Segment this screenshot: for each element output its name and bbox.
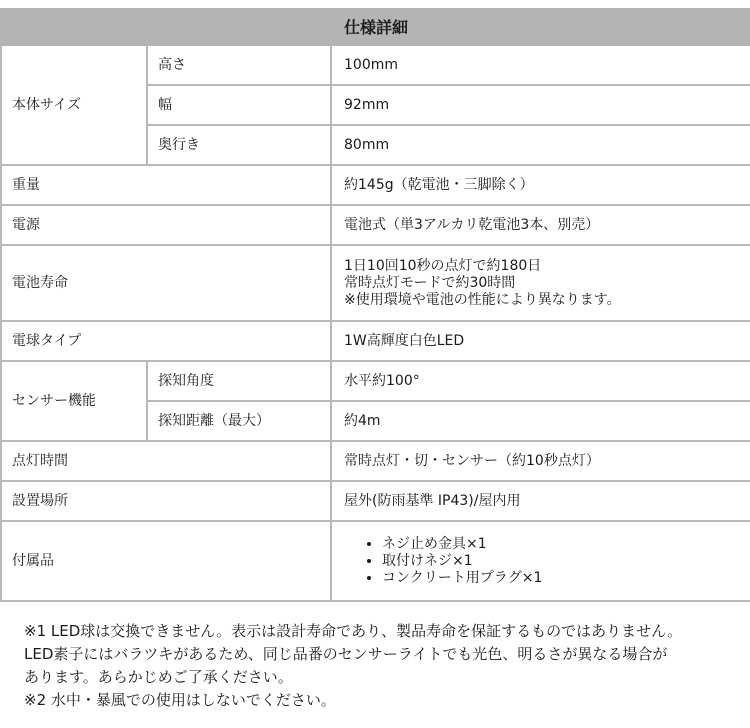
sensor-label: センサー機能 xyxy=(1,361,147,441)
spec-table xyxy=(0,8,750,602)
list-item: • ネジ止め金具×1 xyxy=(382,536,740,553)
battery-life-label: 電池寿命 xyxy=(1,245,331,321)
accessories-list xyxy=(344,536,740,587)
accessories-label: 付属品 xyxy=(1,521,331,601)
spec-header-row xyxy=(1,9,750,45)
bulb-type-label: 電球タイプ xyxy=(1,321,331,361)
note-line: ※2 水中・暴風での使用はしないでください。 xyxy=(24,691,336,709)
detect-angle-label: 探知角度 xyxy=(147,361,331,401)
table-row xyxy=(1,245,750,321)
detect-distance-label: 探知距離（最大） xyxy=(147,401,331,441)
battery-life-line: 1日10回10秒の点灯で約180日 xyxy=(344,257,542,274)
install-location-label: 設置場所 xyxy=(1,481,331,521)
height-value: 100mm xyxy=(331,45,750,85)
power-label: 電源 xyxy=(1,205,331,245)
depth-label: 奥行き xyxy=(147,125,331,165)
width-value: 92mm xyxy=(331,85,750,125)
detect-angle-value: 水平約100° xyxy=(331,361,750,401)
battery-life-line: 常時点灯モードで約30時間 xyxy=(344,274,516,291)
lighting-time-label: 点灯時間 xyxy=(1,441,331,481)
lighting-time-value: 常時点灯・切・センサー（約10秒点灯） xyxy=(331,441,750,481)
notes xyxy=(24,620,734,712)
weight-label: 重量 xyxy=(1,165,331,205)
battery-life-value xyxy=(331,245,750,321)
note-line: ※1 LED球は交換できません。表示は設計寿命であり、製品寿命を保証するものではありません。 xyxy=(24,622,683,640)
table-row xyxy=(1,441,750,481)
list-item: • 取付けネジ×1 xyxy=(382,553,740,570)
battery-life-line: ※使用環境や電池の性能により異なります。 xyxy=(344,291,621,308)
table-row xyxy=(1,321,750,361)
note-line: LED素子にはバラツキがあるため、同じ品番のセンサーライトでも光色、明るさが異なる場合が xyxy=(24,645,668,663)
height-label: 高さ xyxy=(147,45,331,85)
table-row xyxy=(1,45,750,85)
table-row xyxy=(1,361,750,401)
depth-value: 80mm xyxy=(331,125,750,165)
detect-distance-value: 約4m xyxy=(331,401,750,441)
width-label: 幅 xyxy=(147,85,331,125)
weight-value: 約145g（乾電池・三脚除く） xyxy=(331,165,750,205)
accessories-value xyxy=(331,521,750,601)
table-row xyxy=(1,165,750,205)
table-row xyxy=(1,481,750,521)
table-row xyxy=(1,205,750,245)
body-size-label: 本体サイズ xyxy=(1,45,147,165)
power-value: 電池式（単3アルカリ乾電池3本、別売） xyxy=(331,205,750,245)
table-row xyxy=(1,521,750,601)
bulb-type-value: 1W高輝度白色LED xyxy=(331,321,750,361)
list-item: • コンクリート用プラグ×1 xyxy=(382,570,740,587)
spec-title: 仕様詳細 xyxy=(1,9,750,45)
note-line: あります。あらかじめご了承ください。 xyxy=(24,668,293,686)
install-location-value: 屋外(防雨基準 IP43)/屋内用 xyxy=(331,481,750,521)
